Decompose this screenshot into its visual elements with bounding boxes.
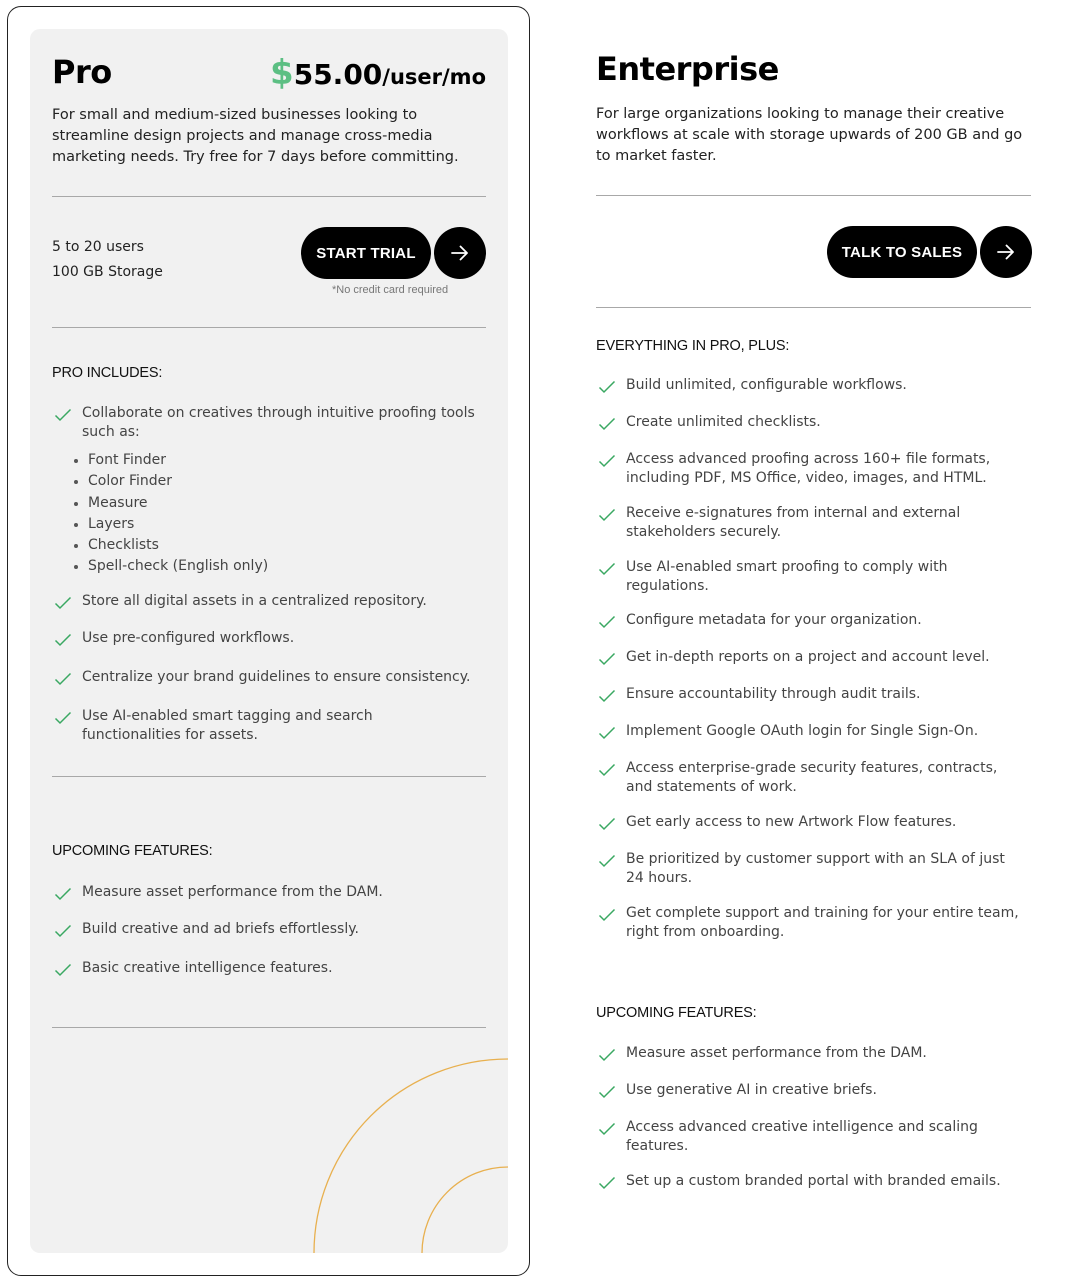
plan-limits (52, 235, 163, 285)
divider (52, 776, 486, 777)
check-icon (54, 963, 72, 977)
feature-item: Receive e-signatures from internal and external stakeholders securely. (596, 504, 996, 542)
start-trial-group (301, 227, 486, 279)
check-icon (54, 887, 72, 901)
check-icon (598, 1122, 616, 1136)
arrow-right-icon (997, 244, 1015, 260)
feature-item: Measure asset performance from the DAM. (52, 883, 486, 902)
pro-upcoming-list (52, 883, 486, 978)
sub-item: Font Finder (58, 450, 486, 471)
feature-item: Get complete support and training for your entire team, right from onboarding. (596, 904, 1034, 942)
price-currency: $ (270, 53, 294, 93)
check-icon (54, 633, 72, 647)
check-icon (54, 924, 72, 938)
check-icon (54, 711, 72, 725)
check-icon (598, 908, 616, 922)
feature-item: Ensure accountability through audit trails. (596, 685, 1031, 704)
feature-item: Access enterprise-grade security features, contracts, and statements of work. (596, 759, 1021, 797)
feature-item: Measure asset performance from the DAM. (596, 1044, 1031, 1063)
plan-description: For small and medium-sized businesses looking to streamline design projects and manage cross-media marketing needs. Try free for 7 days before committing. (52, 107, 459, 165)
feature-item: Store all digital assets in a centralized repository. (52, 592, 486, 611)
divider (52, 1027, 486, 1028)
check-icon (598, 1048, 616, 1062)
pro-upcoming-heading: UPCOMING FEATURES: (52, 843, 213, 859)
check-icon (598, 562, 616, 576)
arrow-right-icon (451, 245, 469, 261)
check-icon (54, 408, 72, 422)
feature-item: Basic creative intelligence features. (52, 959, 486, 978)
feature-item: Create unlimited checklists. (596, 413, 1031, 432)
feature-item: Use AI-enabled smart tagging and search functionalities for assets. (52, 707, 452, 745)
feature-item: Access advanced proofing across 160+ file formats, including PDF, MS Office, video, images, and HTML. (596, 450, 1016, 488)
check-icon (598, 689, 616, 703)
feature-item: Access advanced creative intelligence and scaling features. (596, 1118, 1006, 1156)
feature-item: Get in-depth reports on a project and account level. (596, 648, 1031, 667)
sub-item: Color Finder (58, 471, 486, 492)
pro-plan-card (30, 29, 508, 1253)
pro-includes-list (52, 404, 486, 745)
no-credit-card-note: *No credit card required (332, 284, 449, 296)
talk-to-sales-arrow-button[interactable] (980, 226, 1032, 278)
storage-limit: 100 GB Storage (52, 264, 163, 280)
feature-item: Collaborate on creatives through intuitive proofing tools such as: (52, 404, 486, 442)
check-icon (54, 672, 72, 686)
enterprise-upcoming-list (596, 1044, 1031, 1191)
pro-title-row (52, 49, 486, 99)
talk-to-sales-group (827, 226, 1032, 278)
divider (596, 195, 1031, 196)
enterprise-includes-list (596, 376, 1031, 942)
feature-item: Set up a custom branded portal with branded emails. (596, 1172, 1031, 1191)
feature-item: Implement Google OAuth login for Single Sign-On. (596, 722, 1031, 741)
feature-item: Configure metadata for your organization. (596, 611, 1031, 630)
check-icon (598, 1085, 616, 1099)
feature-item: Use generative AI in creative briefs. (596, 1081, 1031, 1100)
plan-title: Enterprise (596, 50, 779, 88)
users-limit: 5 to 20 users (52, 239, 144, 255)
divider (52, 327, 486, 328)
check-icon (598, 508, 616, 522)
check-icon (598, 726, 616, 740)
plan-title: Pro (52, 53, 112, 91)
sub-item: Checklists (58, 535, 486, 556)
check-icon (598, 454, 616, 468)
pro-includes-heading: PRO INCLUDES: (52, 365, 163, 381)
price-amount: 55.00 (293, 58, 383, 91)
check-icon (598, 615, 616, 629)
divider (596, 307, 1031, 308)
check-icon (598, 652, 616, 666)
feature-item: Use AI-enabled smart proofing to comply with regulations. (596, 558, 986, 596)
check-icon (598, 854, 616, 868)
price (270, 53, 486, 93)
sub-item: Measure (58, 493, 486, 514)
proofing-tools-list (52, 450, 486, 578)
feature-item: Build unlimited, configurable workflows. (596, 376, 1031, 395)
divider (52, 196, 486, 197)
check-icon (54, 596, 72, 610)
start-trial-button[interactable]: START TRIAL (301, 227, 431, 279)
start-trial-arrow-button[interactable] (434, 227, 486, 279)
check-icon (598, 417, 616, 431)
check-icon (598, 817, 616, 831)
check-icon (598, 763, 616, 777)
plan-description: For large organizations looking to manage their creative workflows at scale with storage upwards of 200 GB and go to market faster. (596, 106, 1023, 164)
enterprise-upcoming-heading: UPCOMING FEATURES: (596, 1005, 757, 1021)
check-icon (598, 380, 616, 394)
feature-item: Use pre-configured workflows. (52, 629, 486, 648)
feature-item: Build creative and ad briefs effortlessly. (52, 920, 486, 939)
pro-plan-card-frame (7, 6, 530, 1276)
sub-item: Spell-check (English only) (58, 556, 486, 577)
feature-item: Centralize your brand guidelines to ensure consistency. (52, 668, 486, 687)
talk-to-sales-button[interactable]: TALK TO SALES (827, 226, 977, 278)
price-period: /user/mo (382, 65, 486, 89)
check-icon (598, 1176, 616, 1190)
feature-item: Get early access to new Artwork Flow features. (596, 813, 1031, 832)
sub-item: Layers (58, 514, 486, 535)
feature-item: Be prioritized by customer support with an SLA of just 24 hours. (596, 850, 1026, 888)
enterprise-includes-heading: EVERYTHING IN PRO, PLUS: (596, 338, 790, 354)
